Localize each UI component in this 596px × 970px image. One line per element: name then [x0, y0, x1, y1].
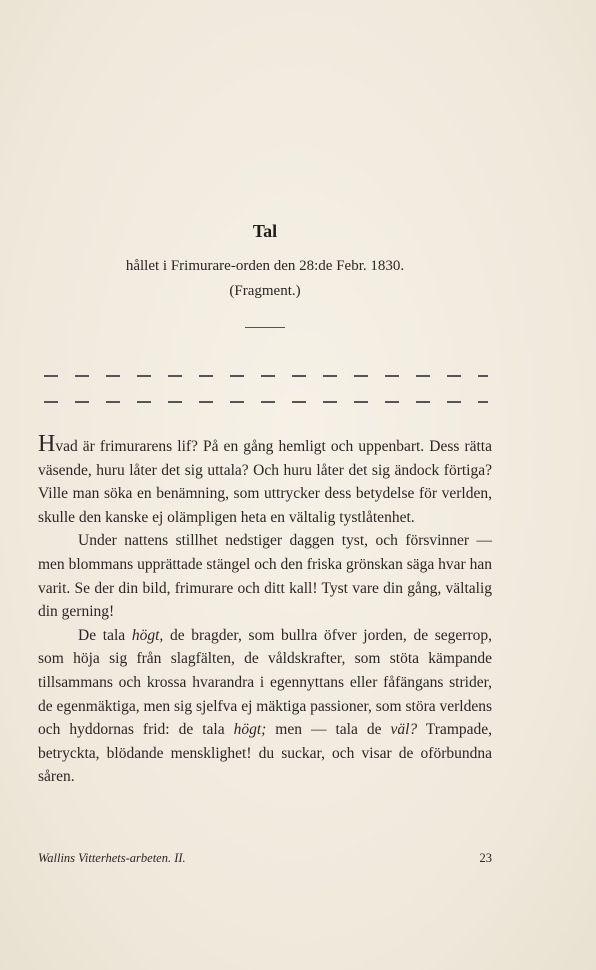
ellipsis-dash-row — [44, 401, 488, 403]
paragraph-3-text: De tala — [78, 626, 132, 644]
page-number: 23 — [479, 851, 492, 865]
text-column — [38, 0, 492, 970]
paragraph-3-text: Trampade, betryckta, blödande mensklighet! du suckar, och visar de oförbundna såren. — [38, 721, 493, 786]
drop-cap: H — [38, 431, 56, 457]
footer-signature: Wallins Vitterhets-arbeten. II. — [38, 851, 186, 865]
fragment-note: (Fragment.) — [229, 283, 301, 299]
page-footer — [38, 851, 492, 866]
body-text — [38, 431, 493, 789]
paragraph-3 — [38, 624, 492, 789]
page-title: Tal — [252, 221, 278, 241]
ellipsis-dash-row — [44, 375, 488, 377]
paragraph-1 — [38, 431, 492, 529]
paragraph-3-text: men — tala de — [266, 721, 391, 739]
title-rule — [245, 327, 285, 328]
paragraph-1-text: vad är frimurarens lif? På en gång hemligt och uppenbart. Dess rätta väsende, huru låter det sig uttala? Och huru låter det sig ändock förtiga? Ville man söka en benämning, som uttrycker dess betydelse för verlden, skulle den kanske ej olämpligen heta en vältalig tystlåtenhet. — [38, 438, 492, 526]
emphasis: väl? — [390, 721, 418, 739]
paragraph-2: Under nattens stillhet nedstiger daggen tyst, och försvinner — men blommans upprättade stängel och den friska grönskan säga hvar han varit. Se der din bild, frimurare och ditt kall! Tyst vare din gång, vältalig din gerning! — [38, 532, 492, 621]
paragraph-3-text: de bragder, som bullra öfver jorden, de segerrop, som höja sig från slagfälten, de våldskrafter, som stöta kämpande tillsammans och krossa hvarandra i egennyttans eller fåfängans strider, de egenmäktiga, men sig sjelfva ej mäktiga passioner, som störa verldens och hyddornas frid: de tala — [38, 626, 492, 739]
emphasis: högt; — [233, 721, 267, 739]
page-subtitle: hållet i Frimurare-orden den 28:de Febr. 1830. — [125, 258, 405, 274]
emphasis: högt, — [131, 626, 164, 644]
